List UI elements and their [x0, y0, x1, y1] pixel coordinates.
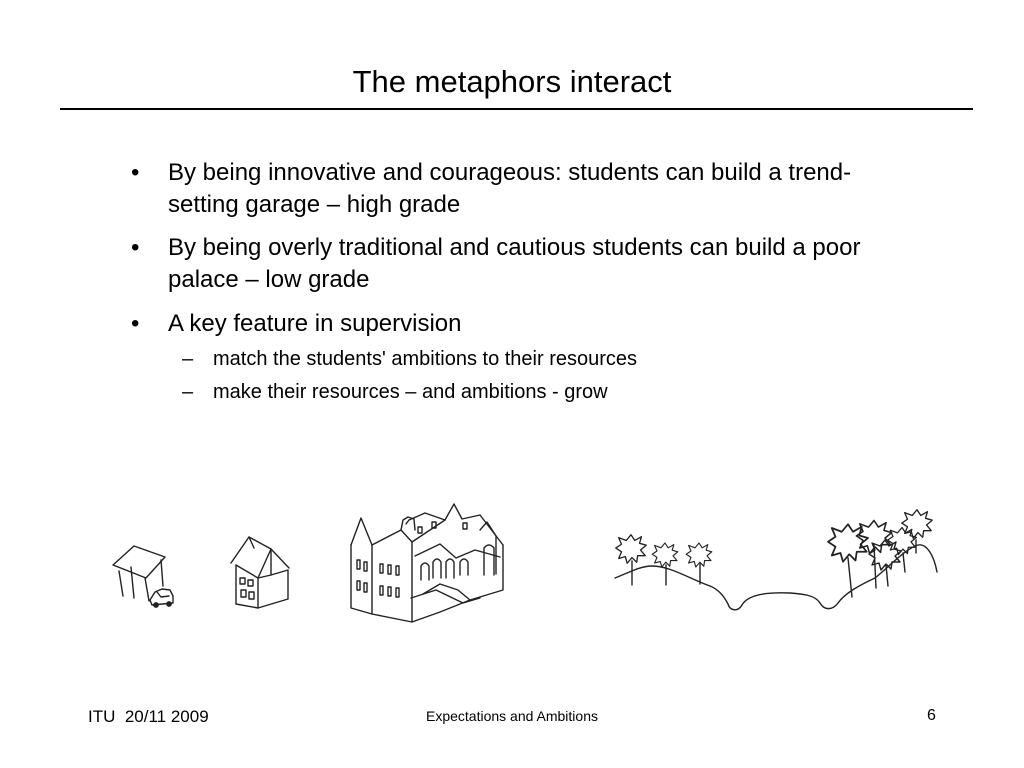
page-number: 6 — [927, 707, 936, 724]
landscape-sketch — [615, 510, 937, 610]
bullet-item-1: • By being innovative and courageous: students can build a trend-setting garage – high grade — [168, 157, 908, 221]
car-sketch — [150, 589, 173, 607]
footer-title: Expectations and Ambitions — [426, 708, 598, 724]
palace-sketch — [351, 504, 503, 622]
slide-title: The metaphors interact — [352, 64, 672, 99]
bullet-item-3: • A key feature in supervision — [168, 308, 908, 340]
tree-icon — [902, 510, 932, 553]
house-sketch — [231, 537, 289, 608]
tree-icon — [828, 524, 868, 597]
tree-icon — [652, 543, 678, 585]
tree-icon — [616, 535, 646, 585]
sub-bullet-item-1: – match the students' ambitions to their resources — [213, 346, 913, 373]
bullet-item-2: • By being overly traditional and cautious students can build a poor palace – low grade — [168, 232, 908, 296]
sub-bullet-item-2: – make their resources – and ambitions - grow — [213, 379, 913, 406]
footer-left: ITU 20/11 2009 — [88, 707, 209, 726]
